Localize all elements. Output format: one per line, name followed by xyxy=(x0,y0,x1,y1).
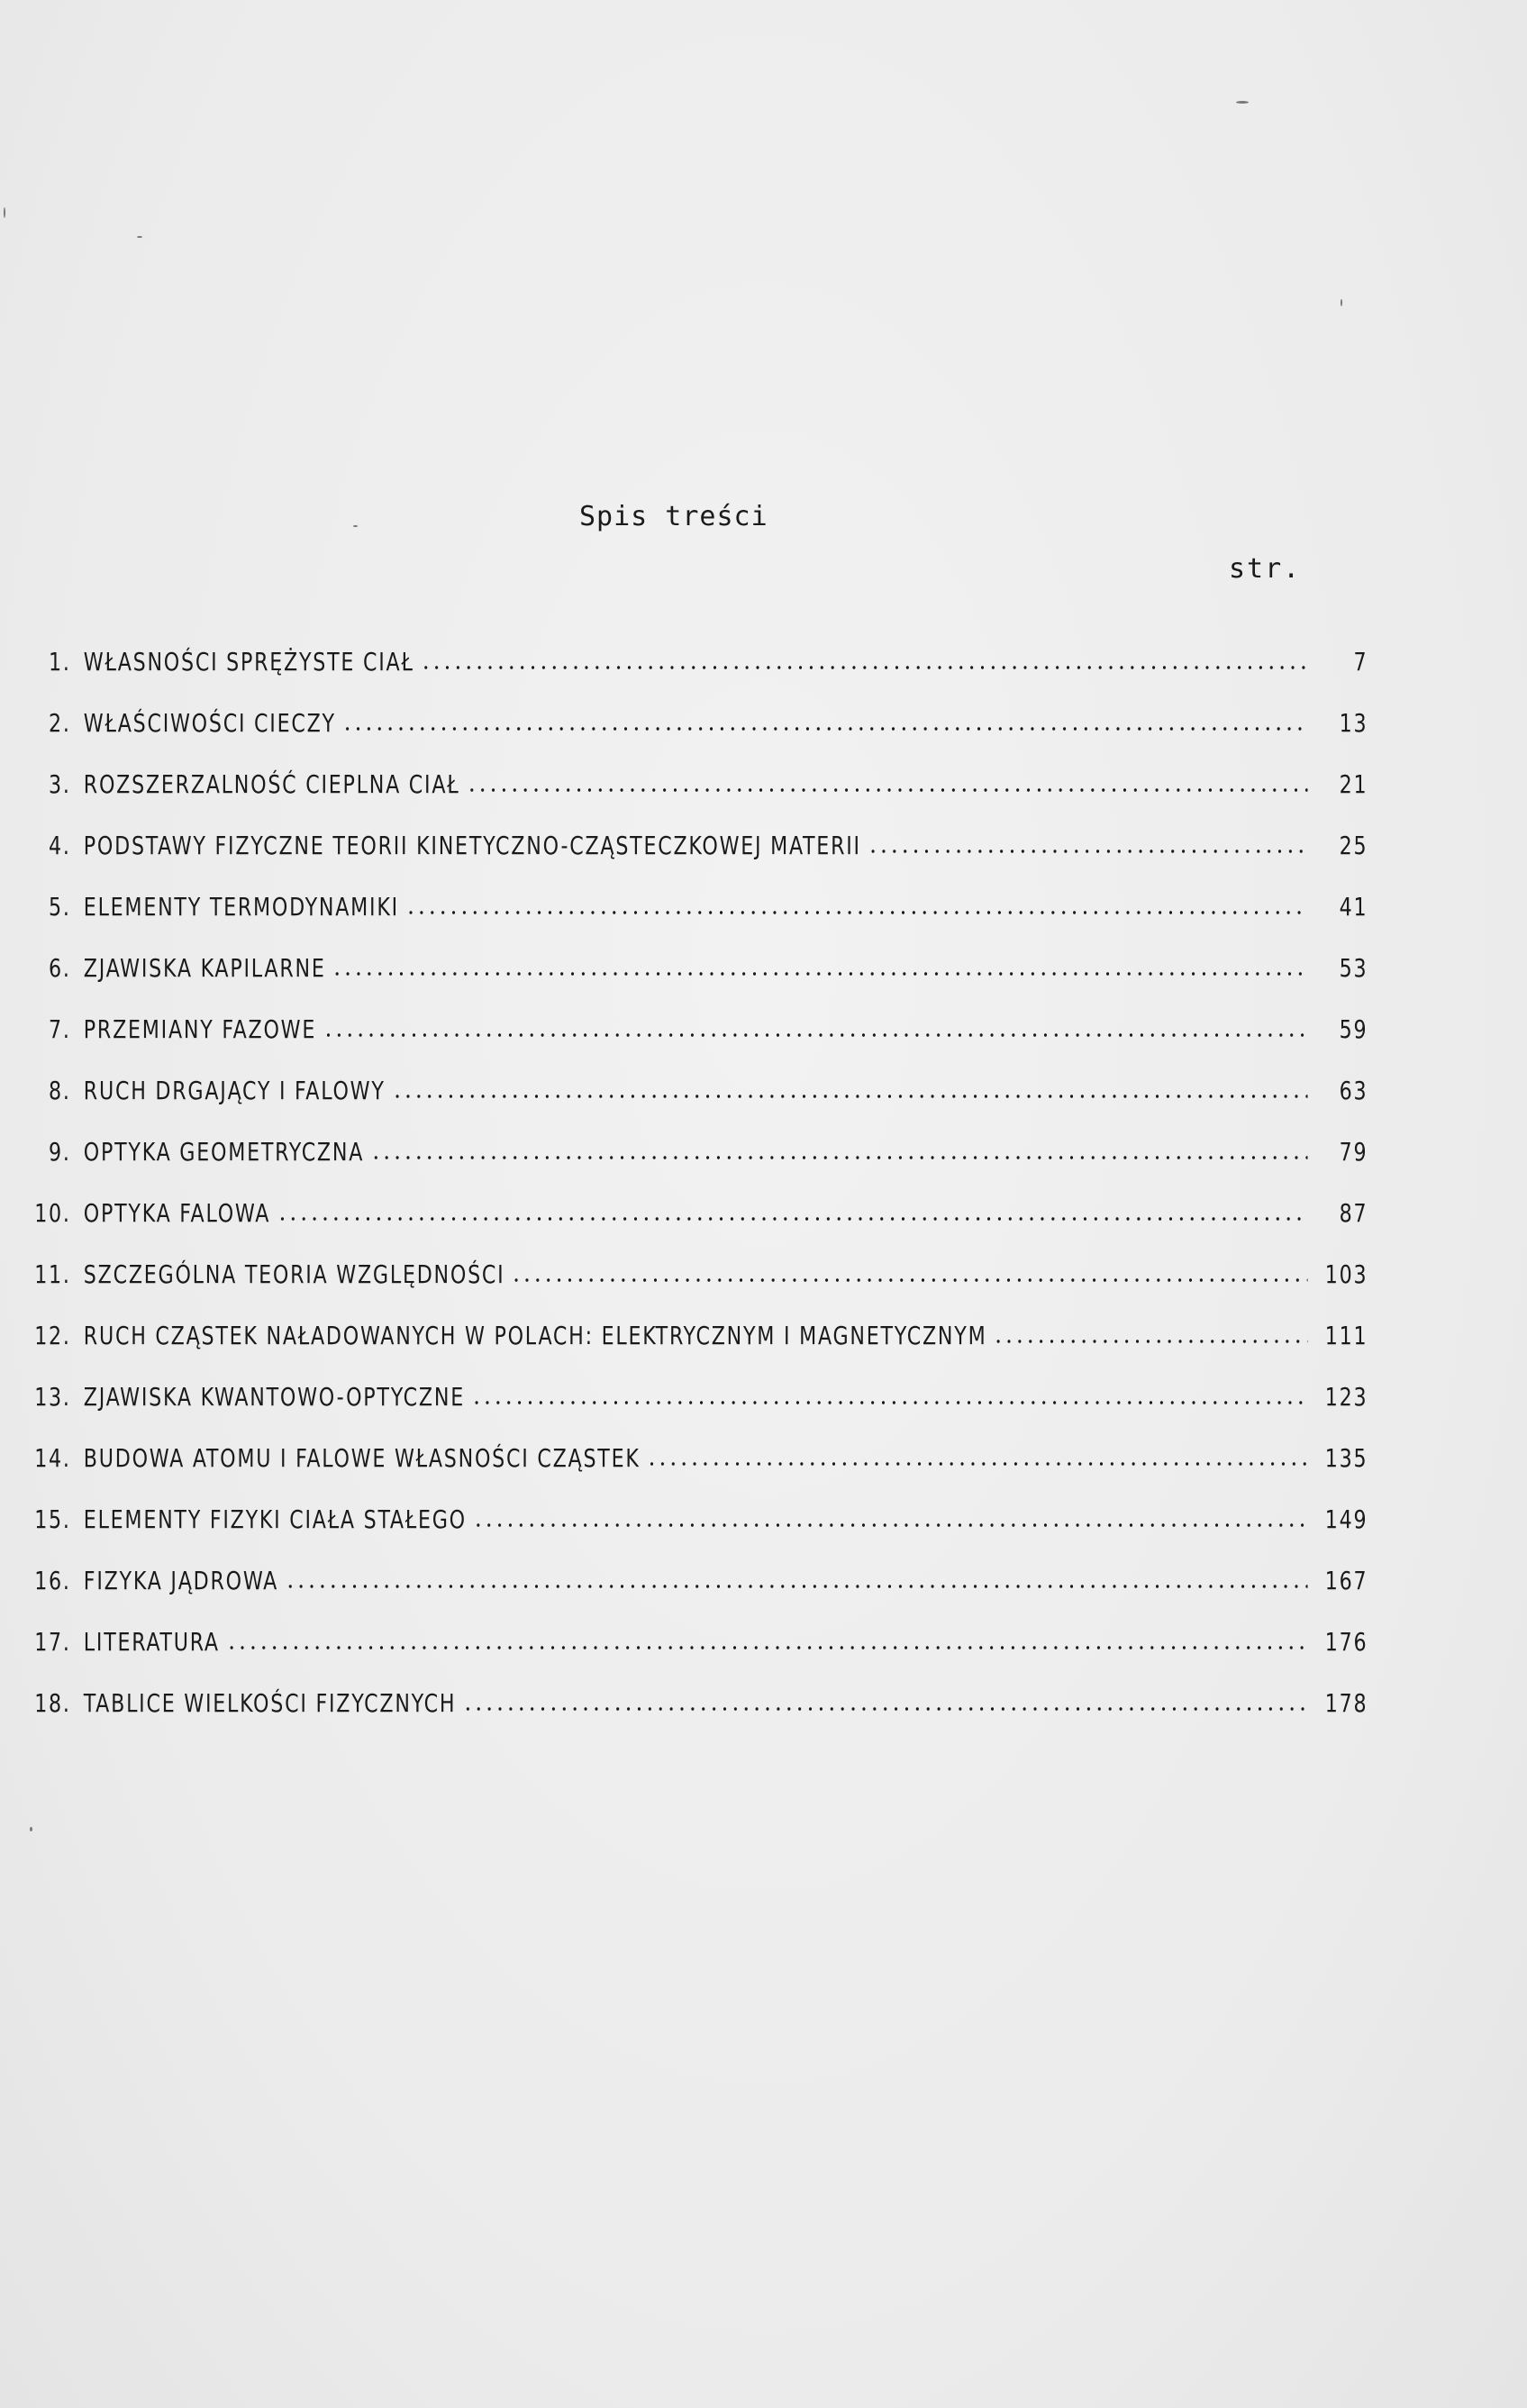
toc-entry xyxy=(16,1427,1368,1488)
scan-speck xyxy=(1236,101,1249,104)
toc-entry-number: 2. xyxy=(49,707,71,738)
toc-entry-number: 14. xyxy=(34,1442,71,1473)
dot-leader xyxy=(226,1645,1308,1650)
toc-entry xyxy=(16,631,1368,692)
scan-speck xyxy=(353,525,358,527)
toc-entry xyxy=(16,1549,1368,1611)
toc-entry-number: 6. xyxy=(49,952,71,983)
toc-entry-title: LITERATURA xyxy=(83,1626,220,1657)
toc-entry xyxy=(16,1182,1368,1243)
toc-entry-number: 4. xyxy=(49,830,71,860)
scan-speck xyxy=(137,236,142,238)
toc-entry xyxy=(16,1672,1368,1733)
toc-entry-title: ZJAWISKA KAPILARNE xyxy=(83,952,326,983)
dot-leader xyxy=(405,910,1308,915)
scan-speck xyxy=(4,207,5,218)
toc-entry-page: 167 xyxy=(1324,1565,1368,1595)
toc-entry-page: 53 xyxy=(1339,952,1368,983)
toc-entry-title: PODSTAWY FIZYCZNE TEORII KINETYCZNO-CZĄSTECZKOWEJ MATERII xyxy=(83,830,861,860)
scan-speck xyxy=(1341,299,1342,306)
dot-leader xyxy=(370,1155,1307,1160)
toc-entry xyxy=(16,1059,1368,1121)
toc-entry xyxy=(16,753,1368,814)
toc-entry-number: 3. xyxy=(49,768,71,799)
dot-leader xyxy=(868,849,1308,854)
toc-entry-number: 5. xyxy=(49,891,71,922)
toc-entry-number: 1. xyxy=(49,646,71,677)
toc-entry xyxy=(16,998,1368,1059)
toc-entry-page: 103 xyxy=(1324,1259,1368,1289)
toc-entry-page: 135 xyxy=(1324,1442,1368,1473)
toc-entry xyxy=(16,814,1368,876)
dot-leader xyxy=(342,726,1308,731)
dot-leader xyxy=(392,1094,1308,1099)
toc-entry xyxy=(16,1611,1368,1672)
toc-entry-title: PRZEMIANY FAZOWE xyxy=(83,1013,317,1044)
toc-entry-page: 59 xyxy=(1339,1013,1368,1044)
dot-leader xyxy=(332,971,1308,977)
toc-entry-page: 149 xyxy=(1324,1504,1368,1534)
toc-entry-number: 17. xyxy=(34,1626,71,1657)
toc-entry-title: FIZYKA JĄDROWA xyxy=(83,1565,279,1595)
toc-entry-page: 123 xyxy=(1324,1381,1368,1412)
toc-entry-title: SZCZEGÓLNA TEORIA WZGLĘDNOŚCI xyxy=(83,1259,505,1289)
toc-entry xyxy=(16,1304,1368,1366)
toc-entry-number: 7. xyxy=(49,1013,71,1044)
toc-entry xyxy=(16,1366,1368,1427)
toc-entry-title: TABLICE WIELKOŚCI FIZYCZNYCH xyxy=(83,1687,457,1718)
toc-entry xyxy=(16,876,1368,937)
toc-entry-title: RUCH CZĄSTEK NAŁADOWANYCH W POLACH: ELEKTRYCZNYM I MAGNETYCZNYM xyxy=(83,1320,987,1350)
toc-entry xyxy=(16,1121,1368,1182)
toc-entry-number: 9. xyxy=(49,1136,71,1167)
dot-leader xyxy=(512,1277,1308,1283)
dot-leader xyxy=(473,1522,1308,1528)
toc-entry-number: 12. xyxy=(34,1320,71,1350)
toc-entry-number: 16. xyxy=(34,1565,71,1595)
toc-entry xyxy=(16,692,1368,753)
dot-leader xyxy=(471,1400,1308,1405)
toc-entry-page: 79 xyxy=(1339,1136,1368,1167)
dot-leader xyxy=(647,1461,1308,1467)
toc-entry-page: 41 xyxy=(1339,891,1368,922)
toc-entry-page: 7 xyxy=(1353,646,1368,677)
toc-entry-title: ROZSZERZALNOŚĆ CIEPLNA CIAŁ xyxy=(83,768,460,799)
toc-entry-number: 10. xyxy=(34,1197,71,1228)
toc-entry-page: 87 xyxy=(1339,1197,1368,1228)
toc-entry-title: ZJAWISKA KWANTOWO-OPTYCZNE xyxy=(83,1381,465,1412)
toc-entry-page: 13 xyxy=(1339,707,1368,738)
dot-leader xyxy=(323,1032,1307,1038)
toc-entry-title: ELEMENTY FIZYKI CIAŁA STAŁEGO xyxy=(83,1504,467,1534)
toc-entry-title: ELEMENTY TERMODYNAMIKI xyxy=(83,891,399,922)
toc-entry-title: OPTYKA GEOMETRYCZNA xyxy=(83,1136,365,1167)
toc-entry-number: 15. xyxy=(34,1504,71,1534)
toc-entry-number: 8. xyxy=(49,1075,71,1105)
toc-entry-title: BUDOWA ATOMU I FALOWE WŁASNOŚCI CZĄSTEK xyxy=(83,1442,641,1473)
dot-leader xyxy=(277,1216,1307,1222)
toc-entry-number: 18. xyxy=(34,1687,71,1718)
toc-entry-page: 176 xyxy=(1324,1626,1368,1657)
toc-entry-title: OPTYKA FALOWA xyxy=(83,1197,271,1228)
dot-leader xyxy=(462,1706,1307,1712)
toc-entry-page: 25 xyxy=(1339,830,1368,860)
toc-entry-page: 63 xyxy=(1339,1075,1368,1105)
toc-entry xyxy=(16,937,1368,998)
dot-leader xyxy=(421,665,1308,670)
scan-speck xyxy=(30,1827,32,1831)
toc-entry-number: 11. xyxy=(34,1259,71,1289)
toc-entry-title: RUCH DRGAJĄCY I FALOWY xyxy=(83,1075,386,1105)
dot-leader xyxy=(285,1584,1307,1589)
table-of-contents xyxy=(16,631,1368,1733)
toc-entry-number: 13. xyxy=(34,1381,71,1412)
toc-entry xyxy=(16,1488,1368,1549)
page-title: Spis treści xyxy=(579,501,768,532)
dot-leader xyxy=(994,1339,1308,1344)
toc-entry-title: WŁAŚCIWOŚCI CIECZY xyxy=(83,707,336,738)
toc-entry-page: 21 xyxy=(1339,768,1368,799)
toc-entry-page: 111 xyxy=(1324,1320,1368,1350)
toc-entry-page: 178 xyxy=(1324,1687,1368,1718)
page-column-label: str. xyxy=(1229,553,1302,585)
dot-leader xyxy=(467,787,1308,793)
toc-entry-title: WŁASNOŚCI SPRĘŻYSTE CIAŁ xyxy=(83,646,414,677)
toc-entry xyxy=(16,1243,1368,1304)
